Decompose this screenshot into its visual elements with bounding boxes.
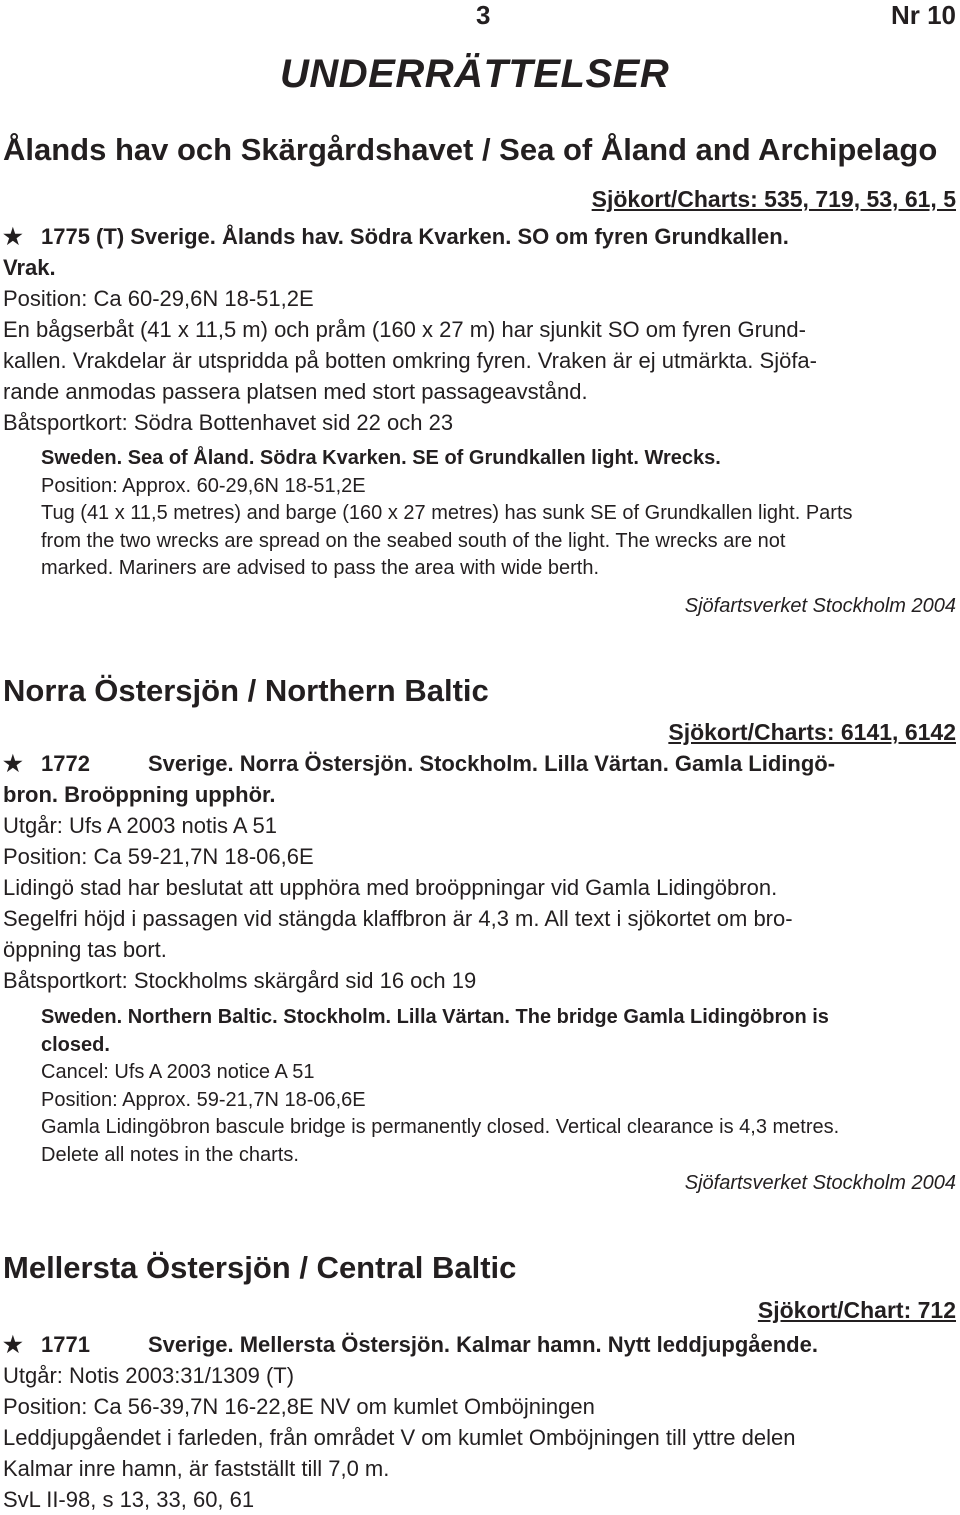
text-line: Utgår: Notis 2003:31/1309 (T)	[3, 1363, 295, 1388]
notice-1775-english	[41, 445, 853, 583]
text-line: SvL II-98, s 13, 33, 60, 61	[3, 1487, 255, 1512]
text-line: marked. Mariners are advised to pass the area with wide berth.	[41, 557, 600, 579]
text-line: öppning tas bort.	[3, 937, 167, 962]
star-icon: ★	[3, 224, 23, 249]
charts-reference: Sjökort/Charts: 535, 719, 53, 61, 5	[591, 186, 956, 212]
notice-heading-cont: Vrak.	[3, 255, 56, 280]
main-title: UNDERRÄTTELSER	[280, 52, 670, 96]
text-line: Cancel: Ufs A 2003 notice A 51	[41, 1061, 315, 1083]
text-line: Lidingö stad har beslutat att upphöra med broöppningar vid Gamla Lidingöbron.	[3, 875, 778, 900]
notice-1772	[3, 748, 835, 996]
text-line: Tug (41 x 11,5 metres) and barge (160 x 27 metres) has sunk SE of Grundkallen light. Parts	[41, 502, 853, 524]
text-line: Position: Approx. 59-21,7N 18-06,6E	[41, 1088, 366, 1111]
text-line: Båtsportkort: Stockholms skärgård sid 16 och 19	[3, 968, 477, 993]
notice-heading: ★ 1772 Sverige. Norra Östersjön. Stockholm. Lilla Värtan. Gamla Lidingö-	[3, 748, 835, 779]
text-line: Båtsportkort: Södra Bottenhavet sid 22 och 23	[3, 410, 454, 435]
notice-number: 1772	[41, 751, 90, 776]
text-line: Kalmar inre hamn, är fastställt till 7,0 m.	[3, 1456, 390, 1481]
notice-heading-cont: bron. Broöppning upphör.	[3, 782, 276, 807]
signature: Sjöfartsverket Stockholm 2004	[684, 1172, 956, 1194]
charts-reference: Sjökort/Charts: 6141, 6142	[668, 719, 956, 745]
signature: Sjöfartsverket Stockholm 2004	[684, 595, 956, 617]
notice-heading: ★ 1775 (T) Sverige. Ålands hav. Södra Kvarken. SO om fyren Grundkallen.	[3, 221, 817, 252]
text-line: Position: Ca 56-39,7N 16-22,8E NV om kumlet Omböjningen	[3, 1394, 595, 1419]
text-line: kallen. Vrakdelar är utspridda på botten omkring fyren. Vraken är ej utmärkta. Sjöfa-	[3, 348, 817, 373]
notice-1771	[3, 1329, 818, 1515]
text-line: from the two wrecks are spread on the seabed south of the light. The wrecks are not	[41, 529, 786, 552]
text-line: Utgår: Ufs A 2003 notis A 51	[3, 813, 277, 838]
text-line: rande anmodas passera platsen med stort passageavstånd.	[3, 379, 588, 404]
text-line: Position: Ca 60-29,6N 18-51,2E	[3, 286, 314, 311]
charts-reference: Sjökort/Chart: 712	[757, 1297, 956, 1323]
english-heading: Sweden. Northern Baltic. Stockholm. Lilla Värtan. The bridge Gamla Lidingöbron is	[41, 1006, 829, 1028]
english-heading-cont: closed.	[41, 1033, 110, 1056]
english-heading: Sweden. Sea of Åland. Södra Kvarken. SE of Grundkallen light. Wrecks.	[41, 447, 721, 469]
notice-heading: ★ 1771 Sverige. Mellersta Östersjön. Kalmar hamn. Nytt leddjupgående.	[3, 1329, 818, 1360]
section-title-aland: Ålands hav och Skärgårdshavet / Sea of Åland and Archipelago	[3, 132, 938, 167]
page-number: 3	[476, 0, 491, 30]
star-icon: ★	[3, 751, 23, 776]
text-line: Position: Approx. 60-29,6N 18-51,2E	[41, 474, 366, 497]
issue-number: Nr 10	[890, 0, 956, 30]
notice-number: 1771	[41, 1332, 90, 1357]
text-line: En bågserbåt (41 x 11,5 m) och pråm (160 x 27 m) har sjunkit SO om fyren Grund-	[3, 317, 806, 342]
text-line: Delete all notes in the charts.	[41, 1143, 299, 1166]
notice-1772-english	[41, 1004, 839, 1169]
section-title-northern-baltic: Norra Östersjön / Northern Baltic	[3, 673, 489, 708]
star-icon: ★	[3, 1332, 23, 1357]
notice-1775	[3, 221, 817, 438]
text-line: Position: Ca 59-21,7N 18-06,6E	[3, 844, 314, 869]
text-line: Gamla Lidingöbron bascule bridge is permanently closed. Vertical clearance is 4,3 metres.	[41, 1116, 840, 1138]
text-line: Segelfri höjd i passagen vid stängda klaffbron är 4,3 m. All text i sjökortet om bro-	[3, 906, 793, 931]
text-line: Leddjupgåendet i farleden, från området V om kumlet Omböjningen till yttre delen	[3, 1425, 796, 1450]
section-title-central-baltic: Mellersta Östersjön / Central Baltic	[3, 1250, 517, 1285]
